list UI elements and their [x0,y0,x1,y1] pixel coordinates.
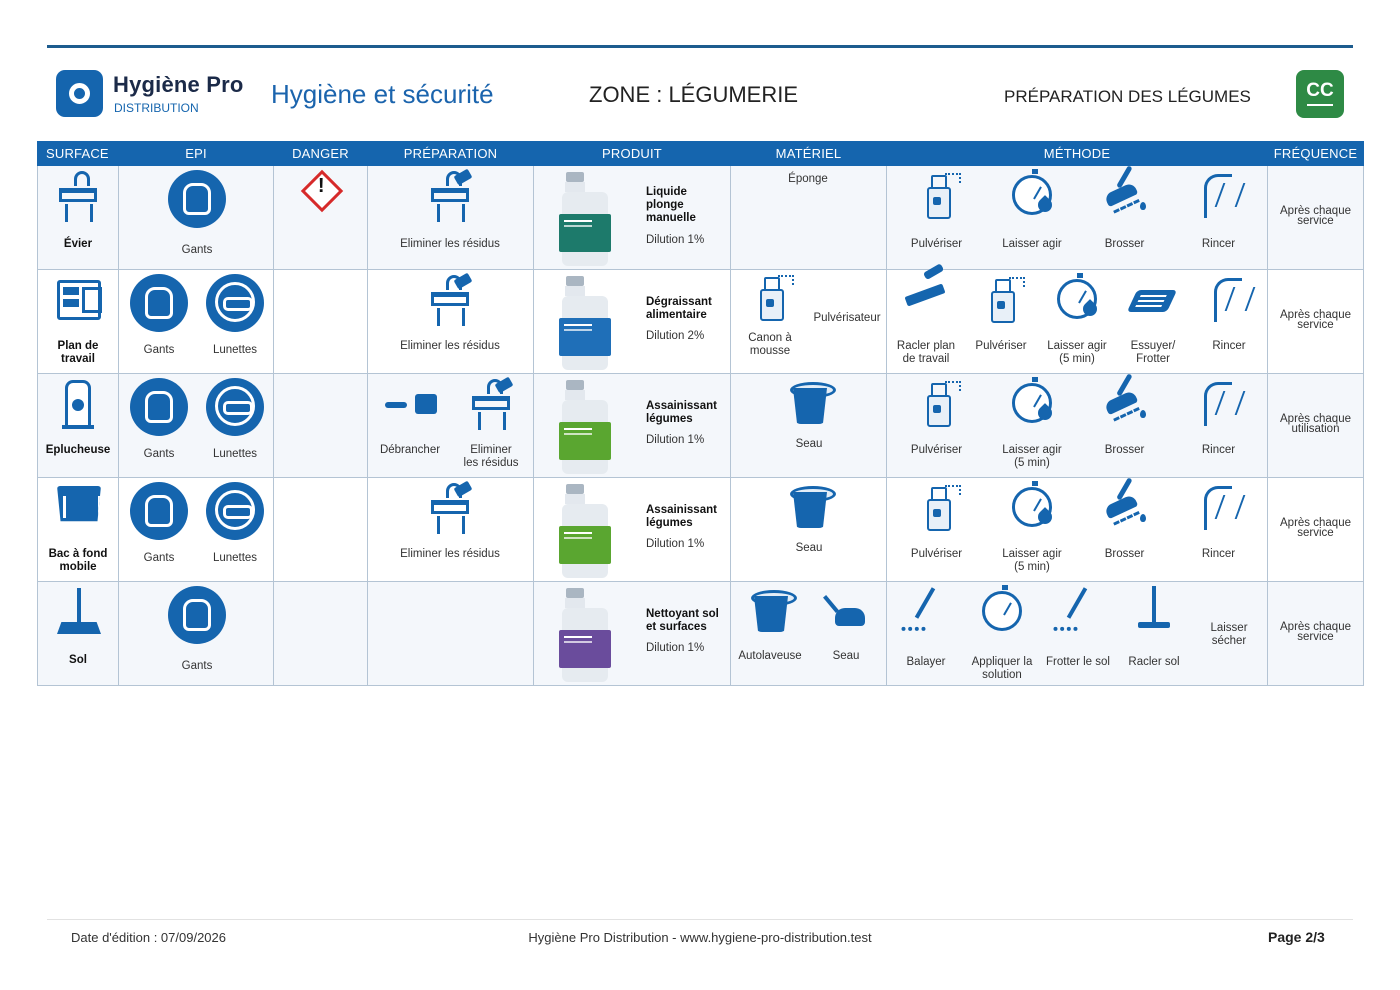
wipe-cloth-icon [1128,274,1178,326]
col-frequence: FRÉQUENCE [1268,142,1364,166]
prep-label: Eliminer les résidus [463,444,519,469]
frequency-cell [1268,270,1364,374]
product-cell [534,270,731,374]
preparation-cell [368,270,534,374]
sink-icon [425,482,475,534]
epi-label: Gants [143,552,175,564]
material-label: Seau [795,542,823,554]
method-cell [887,478,1268,582]
sink-icon [466,378,516,430]
epi-cell [119,270,274,374]
epi-label: Gants [143,344,175,356]
epi-label: Gants [143,448,175,460]
method-label: Rincer [1212,340,1246,352]
goggles-icon [206,482,264,540]
product-jug-icon [562,588,608,682]
product-cell [534,478,731,582]
frequency-cell [1268,374,1364,478]
material-cell [731,478,887,582]
bucket-icon [745,584,795,636]
col-produit: PRODUIT [534,142,731,166]
method-label: Rincer [1201,238,1236,250]
material-cell [731,374,887,478]
method-label: Appliquer la solution [971,656,1033,681]
method-label: Laisser agir [1002,238,1062,250]
surface-label: Évier [63,238,93,250]
zone-title: ZONE : LÉGUMERIE [589,82,799,107]
danger-cell [274,374,368,478]
frequency-line-1: Après chaque [1280,413,1351,425]
peeler-machine-icon [53,378,103,430]
epi-cell [119,582,274,686]
surface-cell [38,270,119,374]
frequency-line-2: utilisation [1291,423,1340,435]
gloves-icon [168,170,226,228]
surface-label: Bac à fond mobile [48,548,108,573]
gloves-icon [168,586,226,644]
method-label: Brosser [1104,548,1145,560]
method-label: Frotter le sol [1046,656,1110,668]
surface-label: Sol [69,654,87,666]
method-label: Pulvériser [910,444,963,456]
method-label: Laisser agir (5 min) [1047,340,1107,365]
gloves-icon [130,482,188,540]
method-label: Brosser [1104,444,1145,456]
surface-label: Eplucheuse [45,444,111,456]
frequency-cell [1268,166,1364,270]
spray-bottle-icon [912,378,962,430]
brand-name: Hygiène Pro [113,72,244,97]
sink-icon [425,274,475,326]
product-name: Liquide plonge manuelle [646,186,696,224]
cc-badge [1296,70,1344,118]
material-label: Éponge [788,173,828,185]
col-surface: SURFACE [38,142,119,166]
col-danger: DANGER [274,142,368,166]
product-jug-icon [562,484,608,578]
timer-icon [1007,378,1057,430]
rinse-hose-icon [1194,170,1244,222]
danger-cell [274,270,368,374]
method-label: Racler plan de travail [896,340,956,365]
table-row [38,582,1364,686]
rinse-hose-icon [1194,482,1244,534]
table-header-row [38,142,1364,166]
material-label: Seau [832,650,860,662]
unplug-icon [385,378,435,430]
method-cell [887,374,1268,478]
frequency-line-1: Après chaque [1280,309,1351,321]
epi-label: Gants [181,660,213,672]
preparation-cell [368,582,534,686]
material-label: Canon à mousse [748,332,792,357]
page-number: Page 2/3 [1268,929,1325,945]
mop-icon [1053,586,1103,638]
epi-label: Gants [181,244,213,256]
surface-cell [38,582,119,686]
frequency-cell [1268,582,1364,686]
material-cell [731,166,887,270]
method-label: Laisser sécher [1210,622,1248,647]
bucket-icon [784,480,834,532]
surface-label: Plan de travail [57,340,99,365]
product-name: Assainissant légumes [646,504,717,529]
prep-label: Débrancher [379,444,441,456]
product-cell [534,582,731,686]
header [47,62,1353,126]
material-label: Pulvérisateur [813,312,881,324]
footer-credit: Hygiène Pro Distribution - www.hygiene-pro-distribution.test [528,930,872,945]
danger-cell [274,582,368,686]
frequency-line-2: service [1297,527,1334,539]
product-jug-icon [562,172,608,266]
product-name: Assainissant légumes [646,400,717,425]
product-dilution: Dilution 1% [646,234,705,246]
prep-label: Eliminer les résidus [400,238,500,250]
material-cell [731,582,887,686]
document-title: Hygiène et sécurité [271,79,494,109]
epi-cell [119,478,274,582]
hazard-warning-icon [301,170,343,212]
table-row [38,166,1364,270]
method-label: Laisser agir (5 min) [1002,444,1062,469]
sink-icon [53,170,103,222]
frequency-line-1: Après chaque [1280,517,1351,529]
sink-icon [425,170,475,222]
spray-bottle-icon [912,170,962,222]
brush-icon [1100,170,1150,222]
footer-rule [47,919,1353,920]
method-label: Brosser [1104,238,1145,250]
table-row [38,374,1364,478]
method-label: Pulvériser [975,340,1027,352]
surface-cell [38,478,119,582]
floor-icon [53,586,103,638]
spray-bottle-icon [912,482,962,534]
method-label: Pulvériser [910,238,963,250]
section-title: PRÉPARATION DES LÉGUMES [1004,87,1251,106]
frequency-line-2: service [1297,215,1334,227]
epi-cell [119,166,274,270]
foam-cannon-icon [745,272,795,324]
prep-label: Eliminer les résidus [400,340,500,352]
product-name: Nettoyant sol et surfaces [646,608,719,633]
timer-icon [1007,482,1057,534]
top-rule [47,45,1353,48]
squeegee-icon [901,274,951,326]
epi-cell [119,374,274,478]
product-name: Dégraissant alimentaire [646,296,712,321]
frequency-cell [1268,478,1364,582]
rinse-hose-icon [1194,378,1244,430]
hazard-symbol: ! [317,175,325,198]
brush-icon [1100,378,1150,430]
method-label: Essuyer/ Frotter [1130,340,1176,365]
material-label: Seau [795,438,823,450]
bucket-icon [784,376,834,428]
edition-date: Date d'édition : 07/09/2026 [71,930,226,945]
product-dilution: Dilution 1% [646,434,705,446]
timer-icon [1007,170,1057,222]
goggles-icon [206,274,264,332]
material-cell [731,270,887,374]
col-materiel: MATÉRIEL [731,142,887,166]
epi-label: Lunettes [212,448,258,460]
method-label: Laisser agir (5 min) [1002,548,1062,573]
table-row [38,478,1364,582]
table-row [38,270,1364,374]
gloves-icon [130,274,188,332]
brand-logo-icon [56,70,103,117]
preparation-cell [368,374,534,478]
col-methode: MÉTHODE [887,142,1268,166]
product-jug-icon [562,380,608,474]
hygiene-plan-table [37,141,1364,686]
brush-icon [1100,482,1150,534]
danger-cell [274,478,368,582]
method-cell [887,270,1268,374]
prep-label: Eliminer les résidus [400,548,500,560]
floor-squeegee-icon [1129,586,1179,638]
preparation-cell [368,478,534,582]
floor-scrubber-icon [821,584,871,636]
frequency-line-2: service [1297,319,1334,331]
goggles-icon [206,378,264,436]
method-label: Pulvériser [910,548,963,560]
preparation-cell [368,166,534,270]
danger-cell [274,166,368,270]
material-label: Autolaveuse [738,650,802,662]
rinse-hose-icon [1204,274,1254,326]
applicator-icon [977,586,1027,638]
spray-bottle-icon [976,274,1026,326]
epi-label: Lunettes [212,552,258,564]
frequency-line-1: Après chaque [1280,621,1351,633]
gloves-icon [130,378,188,436]
brand-sub: DISTRIBUTION [114,101,199,115]
worktop-icon [53,274,103,326]
product-cell [534,166,731,270]
product-dilution: Dilution 1% [646,642,705,654]
product-cell [534,374,731,478]
surface-cell [38,374,119,478]
method-cell [887,582,1268,686]
col-epi: EPI [119,142,274,166]
epi-label: Lunettes [212,344,258,356]
product-jug-icon [562,276,608,370]
method-cell [887,166,1268,270]
frequency-line-1: Après chaque [1280,205,1351,217]
method-label: Rincer [1201,548,1236,560]
cc-badge-label: CC [1306,80,1334,101]
method-label: Rincer [1201,444,1236,456]
product-dilution: Dilution 1% [646,538,705,550]
product-dilution: Dilution 2% [646,330,705,342]
col-preparation: PRÉPARATION [368,142,534,166]
timer-icon [1052,274,1102,326]
mobile-bin-icon [53,482,103,534]
method-label: Racler sol [1128,656,1180,668]
frequency-line-2: service [1297,631,1334,643]
broom-icon [901,586,951,638]
method-label: Balayer [906,656,946,668]
surface-cell [38,166,119,270]
